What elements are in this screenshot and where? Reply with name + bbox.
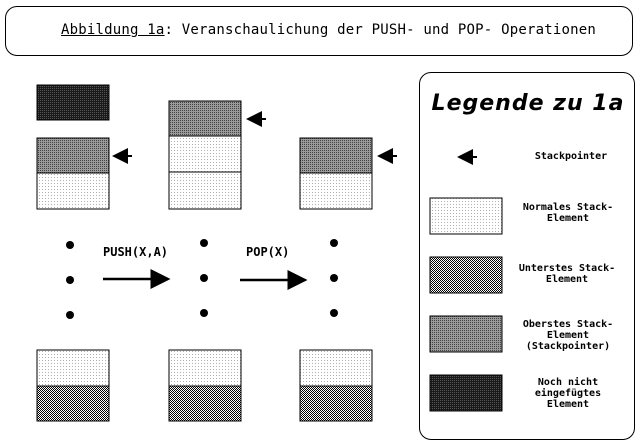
figure-label: Abbildung 1a bbox=[61, 22, 165, 38]
legend-new-line1: Noch nicht bbox=[537, 377, 599, 388]
stack-normal-element bbox=[300, 350, 372, 386]
legend-top-line3: (Stackpointer) bbox=[525, 341, 611, 352]
stack-bottom-element bbox=[169, 386, 241, 421]
stack-normal-element bbox=[169, 136, 241, 172]
stack-normal-element bbox=[37, 350, 109, 386]
stack-normal-element bbox=[37, 173, 109, 209]
legend-top-line2: Element bbox=[546, 330, 590, 341]
legend-title: Legende zu 1a bbox=[431, 91, 625, 116]
stack-top-element bbox=[37, 138, 109, 173]
legend-normal-label bbox=[505, 202, 631, 224]
stack-bottom-element bbox=[37, 386, 109, 421]
legend-new-label bbox=[505, 377, 631, 410]
stack-bottom-element bbox=[300, 386, 372, 421]
legend-new-line2: eingefügtes bbox=[534, 388, 602, 399]
legend-new-line3: Element bbox=[546, 399, 590, 410]
legend-stackpointer-label: Stackpointer bbox=[534, 151, 608, 162]
legend-normal-line1: Normales Stack- bbox=[522, 202, 614, 213]
figure-caption: : Veranschaulichung der PUSH- und POP- Operationen bbox=[164, 22, 596, 38]
new-element-block bbox=[37, 85, 109, 120]
stack-normal-element bbox=[300, 173, 372, 209]
legend-top-line1: Oberstes Stack- bbox=[522, 319, 614, 330]
legend-bottom-line2: Element bbox=[545, 274, 589, 285]
legend-top-label bbox=[505, 319, 631, 352]
legend-bottom-label bbox=[503, 263, 631, 285]
push-label: PUSH(X,A) bbox=[103, 245, 169, 259]
stack-top-element bbox=[169, 101, 241, 136]
legend-bottom-line1: Unterstes Stack- bbox=[518, 263, 616, 274]
stack-normal-element bbox=[169, 350, 241, 386]
legend-normal-line2: Element bbox=[546, 213, 590, 224]
stack-top-element bbox=[300, 138, 372, 173]
stack-normal-element bbox=[169, 172, 241, 209]
pop-label: POP(X) bbox=[246, 245, 290, 259]
